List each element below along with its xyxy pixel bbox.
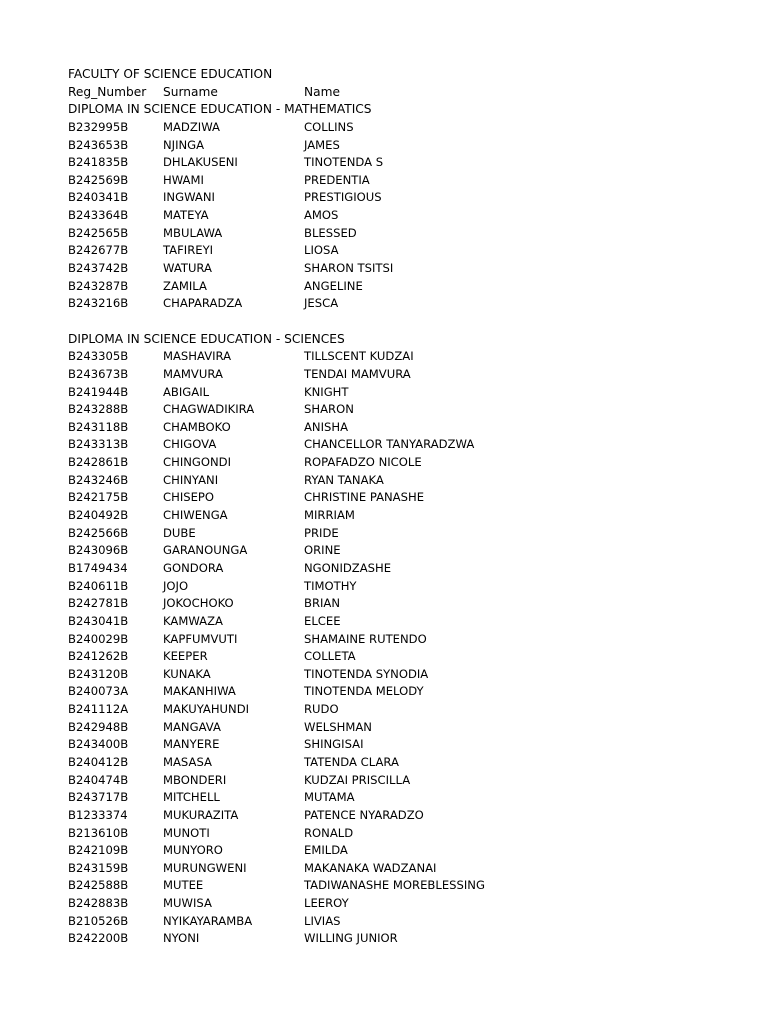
surname-cell: DHLAKUSENI (163, 155, 238, 170)
student-row (68, 507, 728, 525)
reg-number-cell: B242883B (68, 896, 129, 911)
name-cell: CHANCELLOR TANYARADZWA (304, 437, 475, 452)
student-row (68, 454, 728, 472)
section-title: DIPLOMA IN SCIENCE EDUCATION - MATHEMATICS (68, 102, 372, 117)
name-cell: EMILDA (304, 843, 348, 858)
name-cell: WILLING JUNIOR (304, 931, 398, 946)
name-cell: TINOTENDA S (304, 155, 384, 170)
reg-number-cell: B243288B (68, 402, 129, 417)
student-row (68, 366, 728, 384)
reg-number-cell: B243246B (68, 472, 129, 487)
student-row (68, 542, 728, 560)
student-row (68, 472, 728, 490)
surname-cell: MURUNGWENI (163, 860, 247, 875)
surname-cell: MASASA (163, 754, 212, 769)
student-row (68, 754, 728, 772)
reg-number-cell: B243673B (68, 366, 129, 381)
student-row (68, 154, 728, 172)
student-row (68, 560, 728, 578)
reg-number-cell: B210526B (68, 913, 129, 928)
student-row (68, 419, 728, 437)
reg-number-cell: B240073A (68, 684, 129, 699)
name-cell: MIRRIAM (304, 508, 355, 523)
reg-number-cell: B242677B (68, 243, 129, 258)
surname-cell: MANYERE (163, 737, 220, 752)
student-row (68, 595, 728, 613)
student-row (68, 913, 728, 931)
student-row (68, 172, 728, 190)
surname-cell: MUNOTI (163, 825, 210, 840)
name-cell: WELSHMAN (304, 719, 372, 734)
student-row (68, 807, 728, 825)
student-row (68, 683, 728, 701)
name-cell: PATENCE NYARADZO (304, 807, 424, 822)
name-cell: TADIWANASHE MOREBLESSING (304, 878, 485, 893)
name-cell: LEEROY (304, 896, 349, 911)
student-row (68, 666, 728, 684)
surname-cell: MANGAVA (163, 719, 221, 734)
name-cell: BLESSED (304, 225, 357, 240)
student-row (68, 772, 728, 790)
name-cell: ORINE (304, 543, 341, 558)
surname-cell: JOJO (163, 578, 189, 593)
student-row (68, 489, 728, 507)
surname-cell: GARANOUNGA (163, 543, 248, 558)
student-row (68, 825, 728, 843)
surname-cell: MUTEE (163, 878, 204, 893)
reg-number-cell: B240029B (68, 631, 129, 646)
name-cell: JAMES (304, 137, 340, 152)
reg-number-cell: B242109B (68, 843, 129, 858)
student-row (68, 278, 728, 296)
student-row (68, 648, 728, 666)
reg-number-cell: B243305B (68, 349, 129, 364)
name-cell: TENDAI MAMVURA (304, 366, 411, 381)
reg-number-cell: B232995B (68, 119, 129, 134)
surname-cell: CHIGOVA (163, 437, 217, 452)
surname-cell: CHAMBOKO (163, 419, 231, 434)
surname-cell: MUKURAZITA (163, 807, 239, 822)
name-cell: TINOTENDA SYNODIA (304, 666, 429, 681)
surname-header: Surname (163, 84, 218, 99)
reg-number-cell: B243120B (68, 666, 129, 681)
student-row (68, 877, 728, 895)
student-row (68, 613, 728, 631)
reg-number-cell: B241944B (68, 384, 129, 399)
name-cell: KNIGHT (304, 384, 349, 399)
reg-number-cell: B243041B (68, 613, 129, 628)
student-row (68, 895, 728, 913)
surname-cell: KEEPER (163, 649, 208, 664)
surname-cell: MASHAVIRA (163, 349, 232, 364)
student-row (68, 930, 728, 948)
student-row (68, 295, 728, 313)
student-row (68, 260, 728, 278)
surname-cell: INGWANI (163, 190, 215, 205)
name-cell: TINOTENDA MELODY (304, 684, 424, 699)
student-row (68, 401, 728, 419)
student-row (68, 578, 728, 596)
surname-cell: KUNAKA (163, 666, 211, 681)
reg-number-cell: B242781B (68, 596, 129, 611)
surname-cell: NYONI (163, 931, 200, 946)
surname-cell: CHINGONDI (163, 455, 232, 470)
reg-number-cell: B243742B (68, 261, 129, 276)
surname-cell: CHINYANI (163, 472, 219, 487)
student-row (68, 860, 728, 878)
surname-cell: KAPFUMVUTI (163, 631, 238, 646)
surname-cell: MBONDERI (163, 772, 227, 787)
surname-cell: CHIWENGA (163, 508, 228, 523)
name-cell: ROPAFADZO NICOLE (304, 455, 422, 470)
name-cell: TILLSCENT KUDZAI (304, 349, 414, 364)
student-row (68, 207, 728, 225)
student-row (68, 348, 728, 366)
reg-number-cell: B243400B (68, 737, 129, 752)
surname-cell: NJINGA (163, 137, 205, 152)
surname-cell: MUNYORO (163, 843, 223, 858)
reg-number-cell: B1749434 (68, 560, 128, 575)
reg-number-cell: B242948B (68, 719, 129, 734)
name-cell: RYAN TANAKA (304, 472, 384, 487)
name-cell: KUDZAI PRISCILLA (304, 772, 411, 787)
name-cell: LIOSA (304, 243, 339, 258)
surname-cell: CHAGWADIKIRA (163, 402, 255, 417)
reg-number-header: Reg_Number (68, 84, 147, 99)
column-header-row (68, 84, 728, 102)
student-row (68, 242, 728, 260)
section-spacer (68, 313, 728, 331)
surname-cell: MBULAWA (163, 225, 223, 240)
section-title: DIPLOMA IN SCIENCE EDUCATION - SCIENCES (68, 331, 345, 346)
student-row (68, 701, 728, 719)
reg-number-cell: B240492B (68, 508, 129, 523)
surname-cell: DUBE (163, 525, 196, 540)
faculty-title: FACULTY OF SCIENCE EDUCATION (68, 67, 273, 81)
reg-number-cell: B243313B (68, 437, 129, 452)
reg-number-cell: B242175B (68, 490, 129, 505)
reg-number-cell: B241835B (68, 155, 129, 170)
student-row (68, 225, 728, 243)
name-cell: SHINGISAI (304, 737, 364, 752)
reg-number-cell: B243159B (68, 860, 129, 875)
surname-cell: MAKUYAHUNDI (163, 702, 250, 717)
surname-cell: ZAMILA (163, 278, 207, 293)
reg-number-cell: B241262B (68, 649, 129, 664)
name-cell: AMOS (304, 208, 339, 223)
reg-number-cell: B242200B (68, 931, 129, 946)
name-cell: PRESTIGIOUS (304, 190, 382, 205)
student-list-document (68, 66, 728, 948)
reg-number-cell: B1233374 (68, 807, 128, 822)
name-cell: LIVIAS (304, 913, 341, 928)
reg-number-cell: B242566B (68, 525, 129, 540)
surname-cell: TAFIREYI (163, 243, 214, 258)
name-cell: PRIDE (304, 525, 339, 540)
reg-number-cell: B241112A (68, 702, 129, 717)
name-cell: RUDO (304, 702, 339, 717)
name-cell: COLLETA (304, 649, 356, 664)
name-cell: BRIAN (304, 596, 341, 611)
name-cell: NGONIDZASHE (304, 560, 392, 575)
name-cell: TIMOTHY (304, 578, 357, 593)
reg-number-cell: B240474B (68, 772, 129, 787)
student-row (68, 137, 728, 155)
reg-number-cell: B240341B (68, 190, 129, 205)
sections-container (68, 101, 728, 948)
reg-number-cell: B243118B (68, 419, 129, 434)
reg-number-cell: B243653B (68, 137, 129, 152)
name-cell: RONALD (304, 825, 354, 840)
surname-cell: KAMWAZA (163, 613, 223, 628)
name-cell: ANISHA (304, 419, 349, 434)
reg-number-cell: B243287B (68, 278, 129, 293)
reg-number-cell: B243364B (68, 208, 129, 223)
surname-cell: MITCHELL (163, 790, 220, 805)
name-cell: COLLINS (304, 119, 354, 134)
reg-number-cell: B213610B (68, 825, 129, 840)
reg-number-cell: B243717B (68, 790, 129, 805)
reg-number-cell: B242588B (68, 878, 129, 893)
name-cell: MAKANAKA WADZANAI (304, 860, 437, 875)
name-cell: JESCA (304, 296, 339, 311)
student-row (68, 789, 728, 807)
surname-cell: MUWISA (163, 896, 212, 911)
surname-cell: MAKANHIWA (163, 684, 236, 699)
surname-cell: MAMVURA (163, 366, 223, 381)
student-row (68, 119, 728, 137)
surname-cell: MADZIWA (163, 119, 220, 134)
reg-number-cell: B242861B (68, 455, 129, 470)
student-row (68, 631, 728, 649)
reg-number-cell: B240412B (68, 754, 129, 769)
name-cell: CHRISTINE PANASHE (304, 490, 425, 505)
name-cell: MUTAMA (304, 790, 355, 805)
reg-number-cell: B240611B (68, 578, 129, 593)
surname-cell: ABIGAIL (163, 384, 210, 399)
surname-cell: CHAPARADZA (163, 296, 243, 311)
reg-number-cell: B242565B (68, 225, 129, 240)
name-cell: TATENDA CLARA (304, 754, 399, 769)
student-row (68, 436, 728, 454)
name-cell: SHAMAINE RUTENDO (304, 631, 427, 646)
student-row (68, 719, 728, 737)
surname-cell: JOKOCHOKO (163, 596, 234, 611)
surname-cell: MATEYA (163, 208, 209, 223)
name-cell: PREDENTIA (304, 172, 370, 187)
student-row (68, 525, 728, 543)
surname-cell: CHISEPO (163, 490, 215, 505)
surname-cell: WATURA (163, 261, 212, 276)
name-cell: ANGELINE (304, 278, 363, 293)
name-header: Name (304, 84, 340, 99)
name-cell: ELCEE (304, 613, 341, 628)
surname-cell: GONDORA (163, 560, 224, 575)
name-cell: SHARON TSITSI (304, 261, 394, 276)
surname-cell: HWAMI (163, 172, 204, 187)
surname-cell: NYIKAYARAMBA (163, 913, 253, 928)
reg-number-cell: B243216B (68, 296, 129, 311)
reg-number-cell: B243096B (68, 543, 129, 558)
name-cell: SHARON (304, 402, 354, 417)
reg-number-cell: B242569B (68, 172, 129, 187)
student-row (68, 384, 728, 402)
student-row (68, 189, 728, 207)
student-row (68, 736, 728, 754)
student-row (68, 842, 728, 860)
